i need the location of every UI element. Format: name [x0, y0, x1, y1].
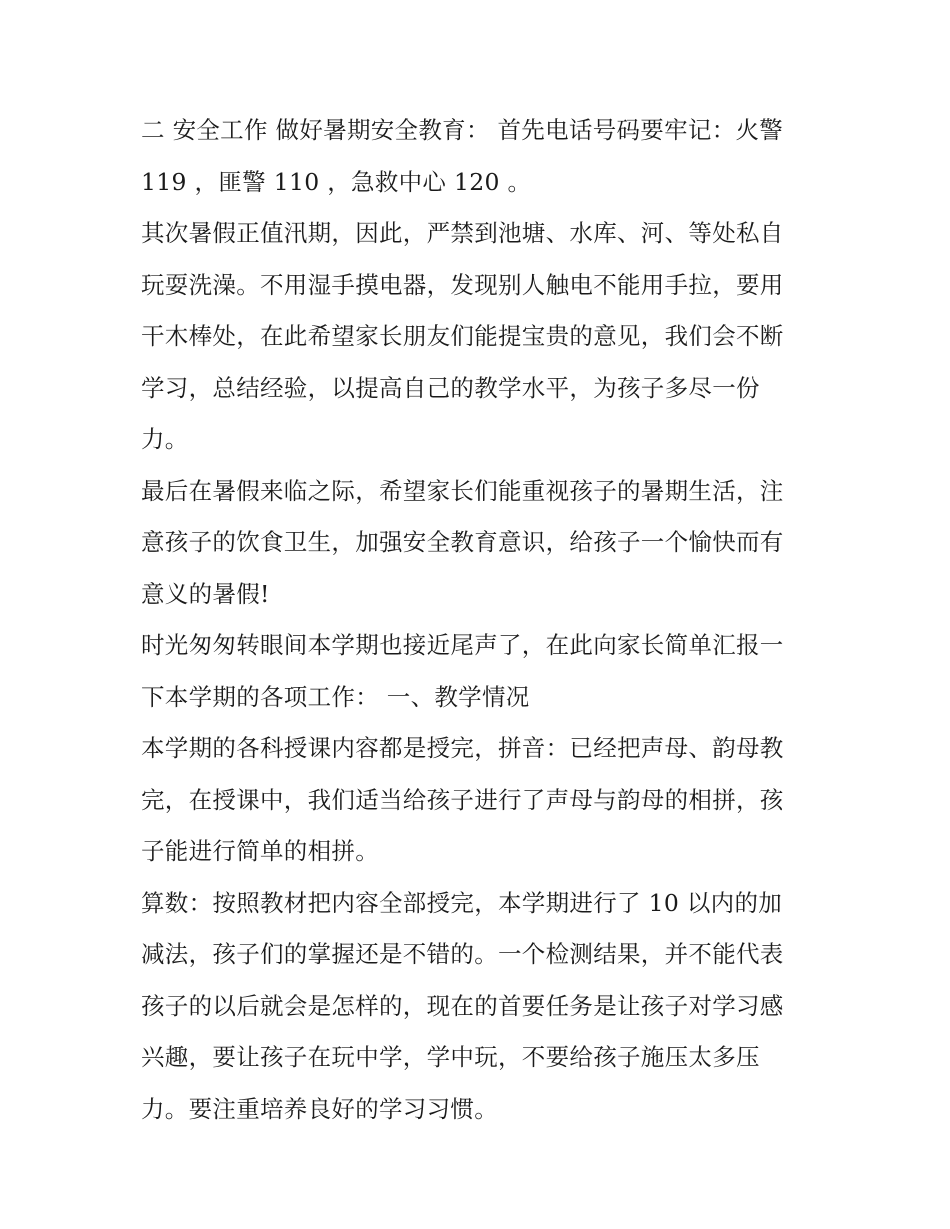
text-line: 意义的暑假!	[141, 579, 270, 608]
text-line: 下本学期的各项工作： 一、教学情况	[141, 682, 530, 711]
paragraph-summer-life	[141, 466, 816, 621]
paragraph-safety-work	[141, 105, 816, 208]
text-line: 本学期的各科授课内容都是授完，拼音：已经把声母、韵母教	[141, 734, 784, 762]
text-line: 意孩子的饮食卫生，加强安全教育意识，给孩子一个愉快而有	[141, 528, 784, 556]
text-line: 兴趣，要让孩子在玩中学，学中玩，不要给孩子施压太多压	[141, 1043, 760, 1071]
text-line: 子能进行简单的相拼。	[141, 837, 379, 865]
paragraph-arithmetic	[141, 878, 816, 1136]
text-line: 119 ，匪警 110 ，急救中心 120 。	[141, 167, 532, 196]
text-line: 完，在授课中，我们适当给孩子进行了声母与韵母的相拼，孩	[141, 785, 784, 814]
text-line: 最后在暑假来临之际，希望家长们能重视孩子的暑期生活，注	[141, 476, 784, 505]
text-line: 减法，孩子们的掌握还是不错的。一个检测结果，并不能代表	[141, 940, 784, 968]
text-line: 时光匆匆转眼间本学期也接近尾声了，在此向家长简单汇报一	[141, 631, 784, 659]
text-line: 力。要注重培养良好的学习习惯。	[141, 1094, 498, 1123]
text-line: 学习，总结经验，以提高自己的教学水平，为孩子多尽一份	[141, 373, 760, 402]
text-line: 玩耍洗澡。不用湿手摸电器，发现别人触电不能用手拉，要用	[141, 270, 784, 299]
text-line: 干木棒处，在此希望家长朋友们能提宝贵的意见，我们会不断	[141, 322, 784, 350]
text-line: 其次暑假正值汛期，因此，严禁到池塘、水库、河、等处私自	[141, 219, 784, 247]
text-line: 孩子的以后就会是怎样的，现在的首要任务是让孩子对学习感	[141, 991, 784, 1020]
paragraph-semester-report	[141, 620, 816, 723]
text-line: 算数：按照教材把内容全部授完，本学期进行了 10 以内的加	[141, 888, 783, 917]
text-line: 力。	[141, 425, 189, 453]
text-line: 二 安全工作 做好暑期安全教育： 首先电话号码要牢记：火警	[141, 116, 784, 144]
paragraph-flood-season	[141, 208, 816, 466]
document-body	[141, 105, 816, 1135]
paragraph-pinyin	[141, 723, 816, 878]
